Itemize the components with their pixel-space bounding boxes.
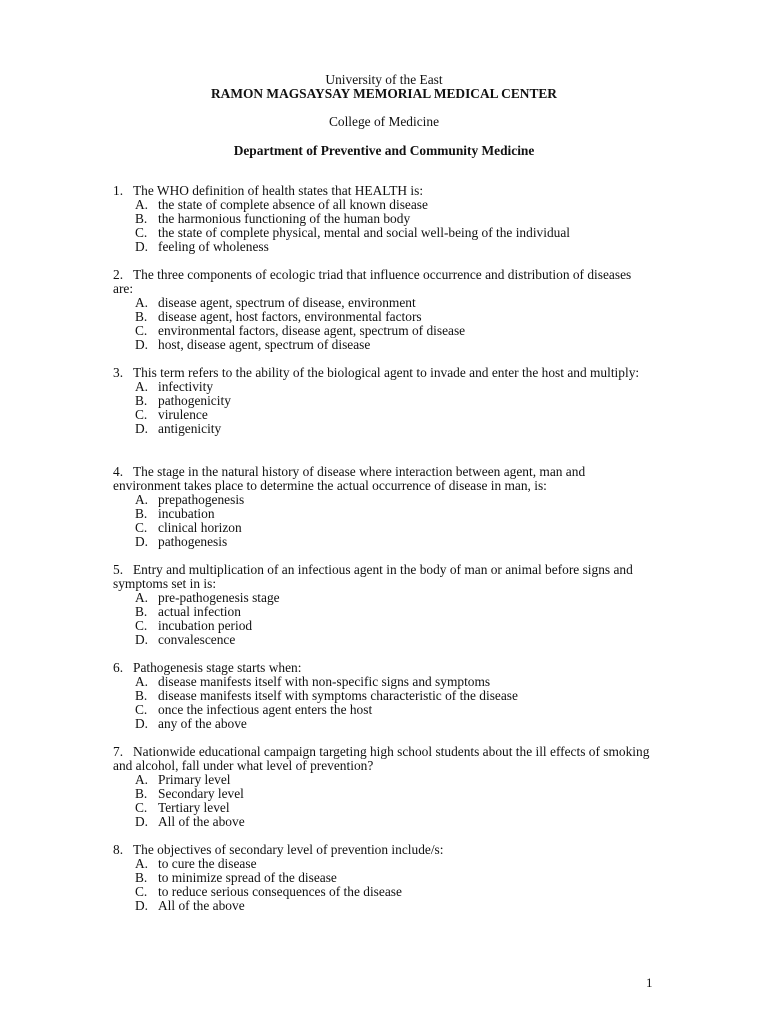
- question-number: 4.: [113, 464, 124, 479]
- choice-d: [113, 815, 653, 829]
- choice-list: [113, 857, 653, 913]
- choice-letter: C.: [135, 407, 148, 423]
- choice-letter: A.: [135, 197, 149, 213]
- choice-text: clinical horizon: [158, 520, 242, 536]
- choice-text: the state of complete absence of all known disease: [158, 197, 428, 213]
- choice-text: convalescence: [158, 632, 236, 648]
- choice-d: [113, 240, 653, 254]
- choice-b: [113, 212, 653, 226]
- choice-letter: B.: [135, 688, 148, 704]
- choice-text: infectivity: [158, 379, 214, 395]
- department-name: Department of Preventive and Community Medicine: [233, 143, 535, 158]
- choice-text: incubation: [158, 506, 215, 522]
- question-5: [113, 563, 653, 648]
- medical-center-name: RAMON MAGSAYSAY MEMORIAL MEDICAL CENTER: [211, 86, 557, 101]
- question-number: 2.: [113, 267, 124, 282]
- university-name: University of the East: [325, 72, 443, 87]
- question-number: 8.: [113, 842, 124, 857]
- choice-text: Secondary level: [158, 786, 244, 802]
- choice-d: [113, 338, 653, 352]
- choice-text: incubation period: [158, 618, 253, 634]
- choice-text: disease manifests itself with symptoms characteristic of the disease: [158, 688, 518, 704]
- choice-d: [113, 535, 653, 549]
- choice-b: [113, 605, 653, 619]
- choice-a: [113, 591, 653, 605]
- choice-letter: A.: [135, 492, 149, 508]
- choice-text: to reduce serious consequences of the disease: [158, 884, 402, 900]
- choice-text: the state of complete physical, mental and social well-being of the individual: [158, 225, 571, 241]
- question-number: 7.: [113, 744, 124, 759]
- question-text: The three components of ecologic triad that influence occurrence and distribution of diseases are:: [113, 267, 632, 297]
- choice-a: [113, 773, 653, 787]
- college-name: College of Medicine: [328, 114, 440, 129]
- choice-a: [113, 857, 653, 871]
- choice-letter: C.: [135, 884, 148, 900]
- choice-a: [113, 380, 653, 394]
- choice-list: [113, 380, 653, 436]
- choice-text: All of the above: [158, 898, 245, 914]
- question-number: 5.: [113, 562, 124, 577]
- choice-text: once the infectious agent enters the host: [158, 702, 373, 718]
- choice-c: [113, 226, 653, 240]
- question-number: 1.: [113, 183, 124, 198]
- choice-text: pre-pathogenesis stage: [158, 590, 280, 606]
- question-text: This term refers to the ability of the biological agent to invade and enter the host and multiply:: [133, 365, 640, 380]
- choice-text: disease agent, spectrum of disease, environment: [158, 295, 416, 311]
- choice-letter: D.: [135, 898, 149, 914]
- question-text: Nationwide educational campaign targeting high school students about the ill effects of smoking and alcohol, fall under what level of prevention?: [113, 744, 650, 774]
- question-4: [113, 465, 653, 550]
- choice-a: [113, 493, 653, 507]
- choice-letter: D.: [135, 337, 149, 353]
- choice-list: [113, 493, 653, 549]
- choice-a: [113, 296, 653, 310]
- choice-text: host, disease agent, spectrum of disease: [158, 337, 371, 353]
- choice-list: [113, 198, 653, 254]
- choice-text: antigenicity: [158, 421, 222, 437]
- choice-letter: C.: [135, 618, 148, 634]
- choice-c: [113, 801, 653, 815]
- choice-text: pathogenicity: [158, 393, 231, 409]
- choice-a: [113, 198, 653, 212]
- question-number: 6.: [113, 660, 124, 675]
- choice-b: [113, 310, 653, 324]
- choice-text: Tertiary level: [158, 800, 230, 816]
- choice-list: [113, 773, 653, 829]
- choice-letter: D.: [135, 632, 149, 648]
- question-7: [113, 745, 653, 830]
- question-number: 3.: [113, 365, 124, 380]
- choice-c: [113, 408, 653, 422]
- choice-letter: A.: [135, 674, 149, 690]
- choice-b: [113, 871, 653, 885]
- choice-c: [113, 703, 653, 717]
- choice-letter: A.: [135, 295, 149, 311]
- choice-letter: C.: [135, 323, 148, 339]
- choice-a: [113, 675, 653, 689]
- choice-letter: C.: [135, 702, 148, 718]
- choice-c: [113, 324, 653, 338]
- choice-letter: B.: [135, 393, 148, 409]
- choice-c: [113, 885, 653, 899]
- choice-letter: D.: [135, 534, 149, 550]
- choice-letter: B.: [135, 604, 148, 620]
- choice-b: [113, 689, 653, 703]
- question-text: The WHO definition of health states that HEALTH is:: [133, 183, 424, 198]
- choice-c: [113, 521, 653, 535]
- choice-list: [113, 675, 653, 731]
- question-text: Pathogenesis stage starts when:: [133, 660, 302, 675]
- choice-c: [113, 619, 653, 633]
- choice-d: [113, 717, 653, 731]
- choice-text: prepathogenesis: [158, 492, 245, 508]
- question-6: [113, 661, 653, 731]
- choice-letter: B.: [135, 309, 148, 325]
- choice-letter: D.: [135, 239, 149, 255]
- choice-letter: A.: [135, 772, 149, 788]
- question-3: [113, 366, 653, 436]
- choice-letter: A.: [135, 856, 149, 872]
- choice-b: [113, 787, 653, 801]
- choice-letter: A.: [135, 379, 149, 395]
- choice-letter: B.: [135, 211, 148, 227]
- choice-letter: B.: [135, 870, 148, 886]
- choice-d: [113, 633, 653, 647]
- choice-text: any of the above: [158, 716, 247, 732]
- choice-letter: C.: [135, 520, 148, 536]
- choice-text: disease manifests itself with non-specific signs and symptoms: [158, 674, 491, 690]
- choice-letter: B.: [135, 786, 148, 802]
- question-text: Entry and multiplication of an infectious agent in the body of man or animal before signs and symptoms set in is:: [113, 562, 633, 592]
- choice-text: Primary level: [158, 772, 231, 788]
- choice-letter: C.: [135, 225, 148, 241]
- choice-text: pathogenesis: [158, 534, 228, 550]
- choice-b: [113, 507, 653, 521]
- choice-d: [113, 422, 653, 436]
- choice-text: the harmonious functioning of the human body: [158, 211, 411, 227]
- choice-text: actual infection: [158, 604, 241, 620]
- choice-letter: D.: [135, 814, 149, 830]
- question-8: [113, 843, 653, 913]
- question-1: [113, 184, 653, 254]
- choice-letter: B.: [135, 506, 148, 522]
- question-text: The stage in the natural history of disease where interaction between agent, man and environment takes place to determine the actual occurrence of disease in man, is:: [113, 464, 586, 494]
- question-text: The objectives of secondary level of prevention include/s:: [133, 842, 444, 857]
- page-number: 1: [646, 975, 653, 990]
- choice-list: [113, 591, 653, 647]
- choice-text: virulence: [158, 407, 208, 423]
- choice-text: disease agent, host factors, environmental factors: [158, 309, 422, 325]
- choice-list: [113, 296, 653, 352]
- choice-d: [113, 899, 653, 913]
- choice-text: environmental factors, disease agent, spectrum of disease: [158, 323, 466, 339]
- choice-text: to minimize spread of the disease: [158, 870, 337, 886]
- choice-letter: C.: [135, 800, 148, 816]
- choice-text: All of the above: [158, 814, 245, 830]
- choice-b: [113, 394, 653, 408]
- choice-text: to cure the disease: [158, 856, 257, 872]
- choice-letter: A.: [135, 590, 149, 606]
- choice-text: feeling of wholeness: [158, 239, 269, 255]
- choice-letter: D.: [135, 716, 149, 732]
- question-2: [113, 268, 653, 353]
- choice-letter: D.: [135, 421, 149, 437]
